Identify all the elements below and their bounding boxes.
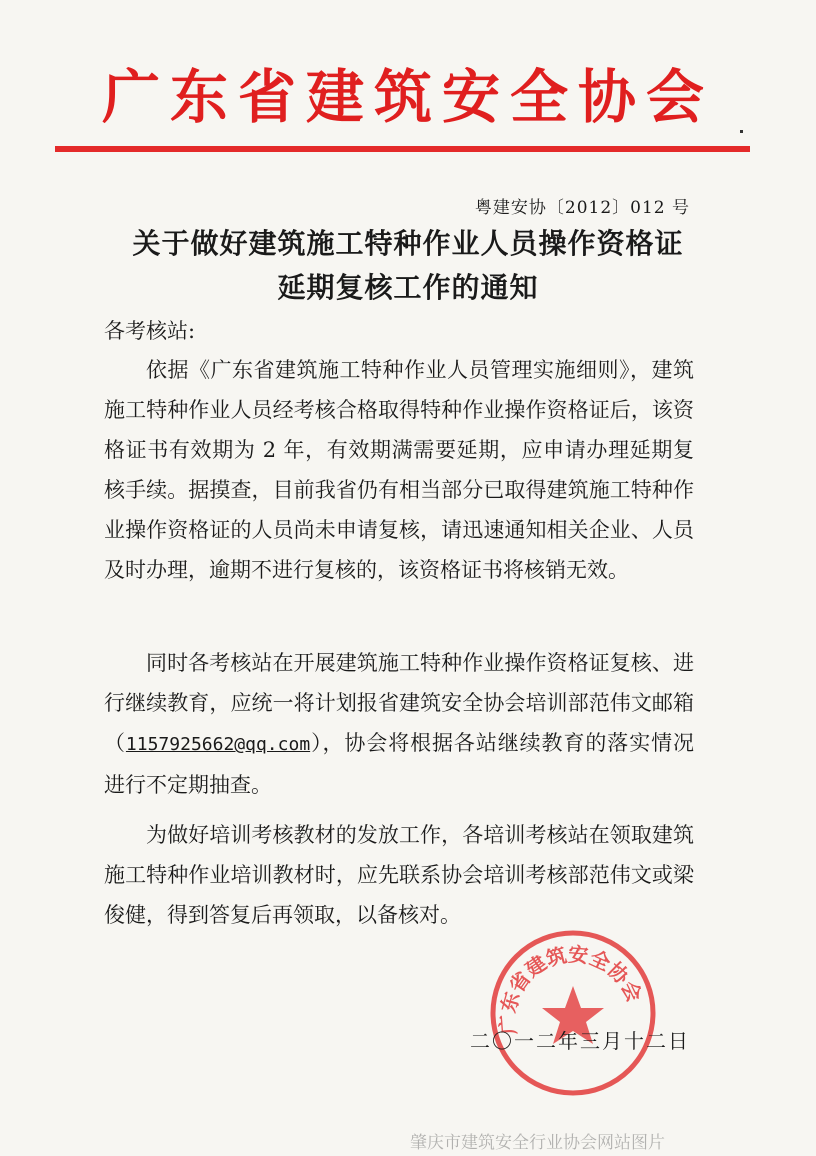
salutation: 各考核站:: [104, 319, 196, 343]
paragraph-2: [104, 643, 694, 805]
paragraph-2-text-b: ），协会将根据各站继续教育的落实情况进行不定期抽查。: [104, 731, 695, 797]
document-number: 粤建安协〔2012〕012 号: [474, 198, 690, 218]
document-title: [0, 222, 816, 310]
paragraph-1: 依据《广东省建筑施工特种作业人员管理实施细则》，建筑施工特种作业人员经考核合格取得特种作业操作资格证后，该资格证书有效期为 2 年，有效期满需要延期，应申请办理延期复核手续。据摸查，目前我省仍有相当部分已取得建筑施工特种作业操作资格证的人员尚未申请复核，请迅速通知相关企业、人员及时办理，逾期不进行复核的，该资格证书将核销无效。: [104, 358, 694, 582]
official-seal: [488, 928, 658, 1098]
seal-text: 广东省建筑安全协会: [495, 942, 647, 1036]
letterhead-red-rule: [55, 146, 750, 152]
letterhead-title: 广东省建筑安全协会: [101, 63, 714, 131]
scan-speck: [740, 130, 743, 133]
paragraph-3: 为做好培训考核教材的发放工作，各培训考核站在领取建筑施工特种作业培训教材时，应先联系协会培训考核部范伟文或梁俊健，得到答复后再领取，以备核对。: [104, 823, 694, 927]
title-line-2: 延期复核工作的通知: [277, 271, 539, 304]
title-line-1: 关于做好建筑施工特种作业人员操作资格证: [132, 227, 684, 260]
watermark: 肇庆市建筑安全行业协会网站图片: [410, 1133, 665, 1153]
issue-date: 二〇一二年三月十二日: [470, 1029, 690, 1053]
email-address: 1157925662@qq.com: [125, 734, 311, 755]
paragraph-2-text-a: 同时各考核站在开展建筑施工特种作业操作资格证复核、进行继续教育，应统一将计划报省建筑安全协会培训部范伟文邮箱（: [104, 651, 694, 755]
